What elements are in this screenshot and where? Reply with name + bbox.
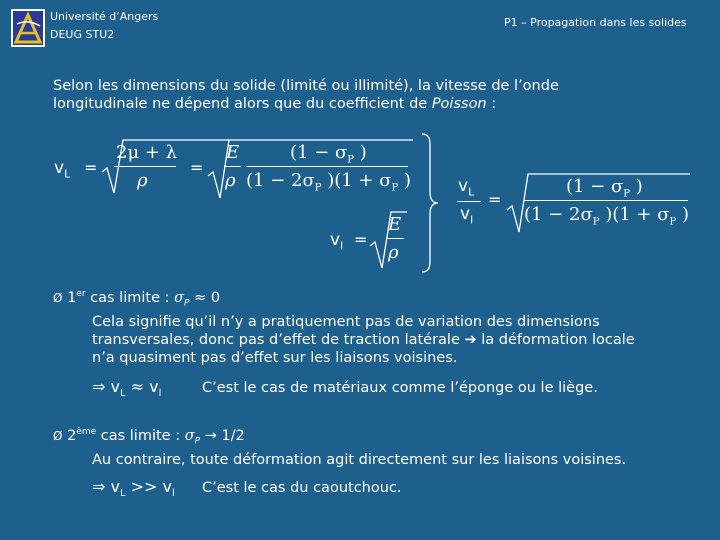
case1-approx: ≈ 0 <box>194 289 221 306</box>
ratio-num-end: ) <box>630 176 643 197</box>
case2-op: >> <box>130 477 158 496</box>
vl-symbol: v <box>330 230 341 250</box>
numerator-2 <box>290 142 367 166</box>
case1-para-1: Cela signifie qu’il n’y a pratiquement pas de variation des dimensions <box>92 314 600 330</box>
ratio-num-v: v <box>458 176 469 196</box>
fraction-bar-E-rho <box>224 166 241 167</box>
case1-para-2 <box>92 331 635 349</box>
case1-v2: v <box>149 377 159 396</box>
num2-text: (1 − σ <box>290 142 348 163</box>
equals-1: = <box>84 158 98 177</box>
institution-name: Université d’Angers <box>50 10 159 23</box>
den2-sub: P <box>314 182 322 194</box>
intro-line-1: Selon les dimensions du solide (limité ou illimité), la vitesse de l’onde <box>53 78 559 94</box>
case2-v1: v <box>110 477 120 496</box>
ratio-den-text: (1 − 2σ <box>524 204 593 225</box>
equals-3: = <box>354 230 368 249</box>
case2-sigma-sub: P <box>194 436 201 447</box>
num2-sub: P <box>347 154 355 166</box>
university-logo <box>11 9 45 47</box>
case1-number: 1 <box>67 289 77 306</box>
equals-4: = <box>488 190 502 209</box>
vL-subscript: L <box>64 167 71 181</box>
rho-symbol-2: ρ <box>388 242 399 263</box>
poisson-emphasis: Poisson <box>431 96 487 112</box>
vL-symbol: v <box>54 158 65 178</box>
den2-sub2: P <box>391 182 399 194</box>
intro-line-2 <box>53 95 496 113</box>
ratio-denominator <box>524 204 689 228</box>
ratio-den-v: v <box>460 204 471 224</box>
case2-number: 2 <box>67 427 77 444</box>
fraction-bar-3 <box>387 238 404 239</box>
case1-para-2-suffix: la déformation locale <box>476 332 635 348</box>
case1-para-3: n’a quasiment pas d’effet sur les liaisons voisines. <box>92 350 458 366</box>
case1-op: ≈ <box>130 377 145 396</box>
denominator-1: ρ <box>137 170 148 191</box>
numerator-1: 2μ + λ <box>116 142 178 163</box>
case1-sigma: σ <box>174 289 185 306</box>
fraction-bar-1 <box>114 166 176 167</box>
implies-icon: ⇒ <box>92 377 106 396</box>
den2-end: ) <box>398 170 411 191</box>
course-name: DEUG STU2 <box>50 28 115 41</box>
case1-title <box>53 285 220 313</box>
case2-label: cas limite : <box>96 427 185 444</box>
ratio-den-mid: )(1 + σ <box>599 204 670 225</box>
denominator-2 <box>246 170 411 194</box>
formula-ratio <box>454 168 704 238</box>
case1-result <box>92 378 161 403</box>
ratio-numerator <box>566 176 643 200</box>
chapter-title: P1 – Propagation dans les solides <box>504 16 687 29</box>
case2-arrow-value: → 1/2 <box>204 427 245 444</box>
den2-text: (1 − 2σ <box>246 170 315 191</box>
implies-icon-2: ⇒ <box>92 477 106 496</box>
case2-sub1: L <box>119 488 126 500</box>
case1-bullet-icon: Ø <box>53 290 63 305</box>
right-brace <box>420 132 440 274</box>
case2-sub2: l <box>172 488 175 500</box>
case2-result <box>92 478 175 503</box>
E-symbol-2: E <box>388 214 402 235</box>
den2-mid: )(1 + σ <box>321 170 392 191</box>
formula-vL <box>50 134 440 204</box>
ratio-den-psub: P <box>592 216 600 228</box>
intro-line-2-suffix: : <box>486 96 497 112</box>
E-symbol-1: E <box>226 142 240 163</box>
ratio-den-end: ) <box>676 204 689 225</box>
ratio-num-psub: P <box>623 188 631 200</box>
vl-subscript: l <box>340 239 344 253</box>
arrow-right-icon: ➔ <box>464 332 477 348</box>
case1-sub1: L <box>119 388 126 400</box>
case1-label: cas limite : <box>85 289 175 306</box>
case1-sup: er <box>76 289 86 299</box>
case2-para-1: Au contraire, toute déformation agit directement sur les liaisons voisines. <box>92 452 627 468</box>
case1-sub2: l <box>158 388 162 400</box>
case1-v1: v <box>110 377 120 396</box>
case2-note: C’est le cas du caoutchouc. <box>202 480 402 496</box>
case1-note: C’est le cas de matériaux comme l’éponge ou le liège. <box>202 380 598 396</box>
fraction-bar-2 <box>246 166 408 167</box>
ratio-den-psub2: P <box>669 216 677 228</box>
equals-2: = <box>190 158 204 177</box>
ratio-num-text: (1 − σ <box>566 176 624 197</box>
case2-v2: v <box>162 477 173 496</box>
ratio-fraction-bar <box>457 201 481 202</box>
case2-title <box>53 423 245 451</box>
rho-symbol-1: ρ <box>225 170 236 191</box>
case2-sigma: σ <box>184 427 195 444</box>
ratio-den-sub: l <box>470 213 474 227</box>
case1-sigma-sub: P <box>184 298 190 309</box>
num2-end: ) <box>354 142 367 163</box>
case2-bullet-icon: Ø <box>53 428 63 443</box>
intro-line-2-prefix: longitudinale ne dépend alors que du coefficient de <box>53 96 432 112</box>
case1-para-2-prefix: transversales, donc pas d’effet de traction latérale <box>92 332 465 348</box>
case2-sup: ème <box>76 427 97 437</box>
ratio-num-sub: L <box>468 185 475 199</box>
formula-vl <box>326 210 426 270</box>
ratio-fraction-bar-2 <box>524 200 688 201</box>
